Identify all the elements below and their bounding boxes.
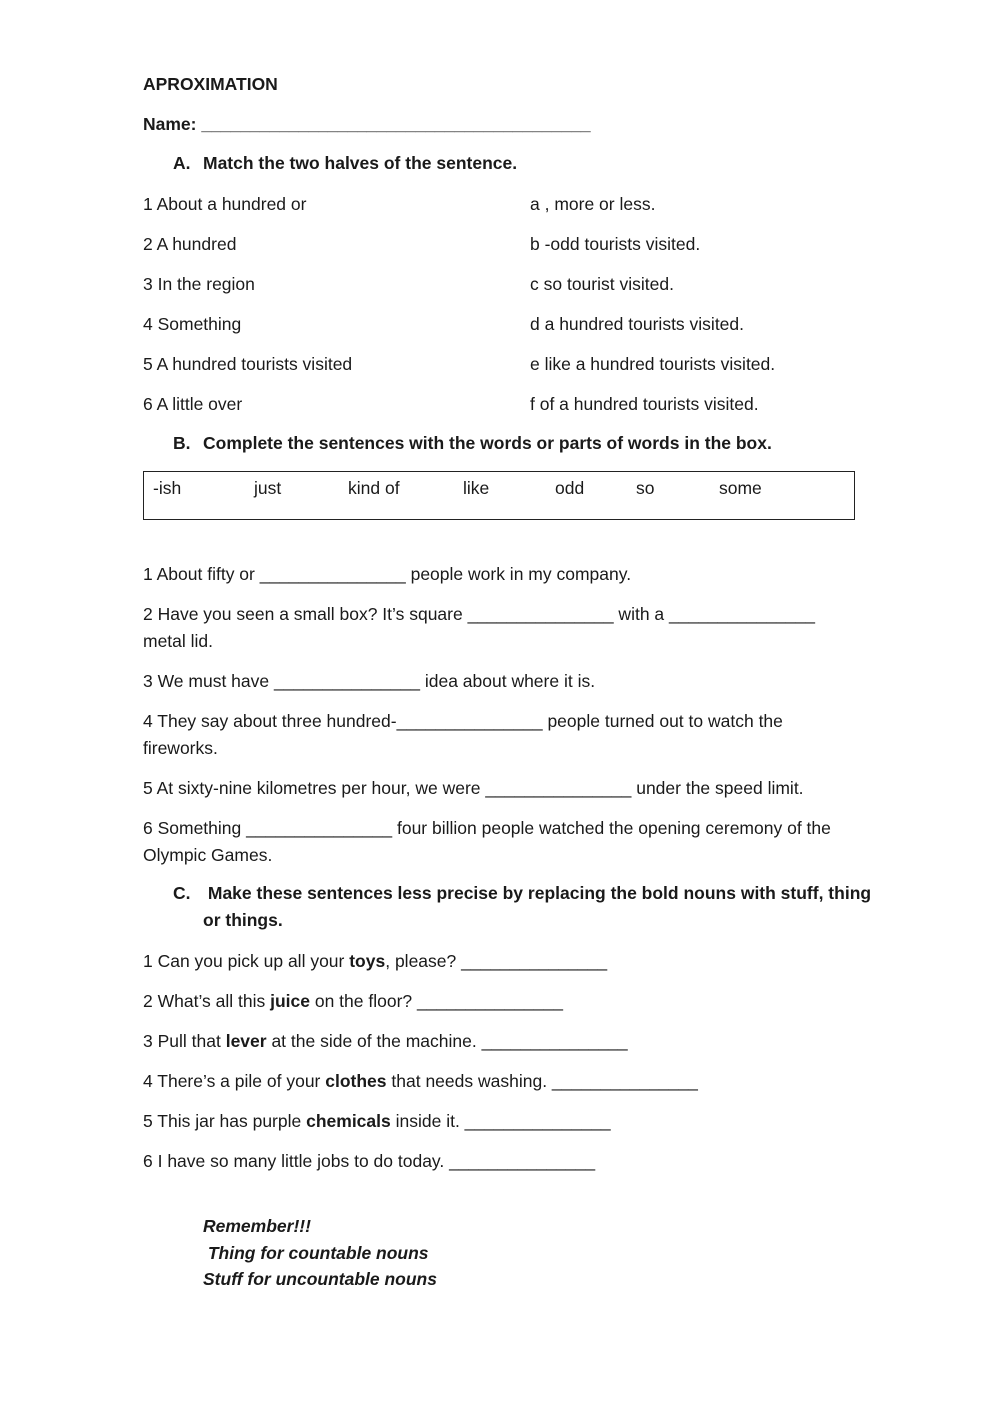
sentence-c-pre: 3 Pull that xyxy=(143,1031,226,1051)
sentence-c-pre: 2 What’s all this xyxy=(143,991,271,1011)
section-b-heading xyxy=(173,430,772,457)
sentence-c-post: on the floor? _______________ xyxy=(309,991,563,1011)
word-box-item: kind of xyxy=(348,478,400,498)
word-box-item: like xyxy=(463,478,490,498)
match-row xyxy=(143,191,853,217)
section-a-text: Match the two halves of the sentence. xyxy=(203,153,518,173)
word-box xyxy=(143,471,855,520)
sentence-c xyxy=(143,1148,595,1174)
word-box-item: odd xyxy=(555,478,585,498)
match-left: 4 Something xyxy=(143,314,242,334)
sentence-b: 2 Have you seen a small box? It’s square _______________ with a _______________ metal lid. xyxy=(143,604,815,651)
match-right: e like a hundred tourists visited. xyxy=(530,354,776,374)
sentence-c-pre: 4 There’s a pile of your xyxy=(143,1071,326,1091)
sentence-c-bold-noun: juice xyxy=(270,991,310,1011)
match-row xyxy=(143,231,853,257)
sentence-c xyxy=(143,1068,698,1094)
sentence-c xyxy=(143,988,563,1014)
section-a-heading xyxy=(173,150,517,177)
match-left: 2 A hundred xyxy=(143,234,237,254)
section-c-text: Make these sentences less precise by replacing the bold nouns with stuff, thing or things. xyxy=(203,883,872,930)
sentence-c-pre: 1 Can you pick up all your xyxy=(143,951,350,971)
match-right: b -odd tourists visited. xyxy=(530,234,701,254)
match-left: 6 A little over xyxy=(143,394,243,414)
word-box-item: some xyxy=(719,478,762,498)
name-line: Name: ________________________________________ xyxy=(143,114,591,134)
match-left: 3 In the region xyxy=(143,274,255,294)
remember-uncountable: Stuff for uncountable nouns xyxy=(203,1269,437,1289)
sentence-c-post: at the side of the machine. _______________ xyxy=(266,1031,628,1051)
section-b-letter: B. xyxy=(173,433,191,453)
match-row xyxy=(143,271,853,297)
match-right: d a hundred tourists visited. xyxy=(530,314,745,334)
word-box-item: so xyxy=(636,478,655,498)
sentence-b: 4 They say about three hundred-_______________ people turned out to watch the fireworks. xyxy=(143,711,783,758)
sentence-c xyxy=(143,1108,611,1134)
sentence-b: 5 At sixty-nine kilometres per hour, we were _______________ under the speed limit. xyxy=(143,778,804,798)
sentence-b: 6 Something _______________ four billion people watched the opening ceremony of the Olympic Games. xyxy=(143,818,831,865)
match-right: f of a hundred tourists visited. xyxy=(530,394,759,414)
sentence-c-post: that needs washing. _______________ xyxy=(386,1071,698,1091)
word-box-item: -ish xyxy=(153,478,182,498)
section-b-text: Complete the sentences with the words or parts of words in the box. xyxy=(203,433,772,453)
sentence-c-pre: 6 I have so many little jobs to do today. _______________ xyxy=(143,1151,596,1171)
worksheet-title: APROXIMATION xyxy=(143,74,278,94)
match-row xyxy=(143,351,853,377)
word-box-item: just xyxy=(254,478,282,498)
match-row xyxy=(143,391,853,417)
sentence-c-post: inside it. _______________ xyxy=(390,1111,611,1131)
section-a-letter: A. xyxy=(173,153,191,173)
match-row xyxy=(143,311,853,337)
sentence-b: 3 We must have _______________ idea about where it is. xyxy=(143,671,596,691)
sentence-c xyxy=(143,1028,628,1054)
match-left: 1 About a hundred or xyxy=(143,194,307,214)
match-right: c so tourist visited. xyxy=(530,274,674,294)
sentence-c-bold-noun: toys xyxy=(349,951,386,971)
remember-countable: Thing for countable nouns xyxy=(203,1243,429,1263)
match-left: 5 A hundred tourists visited xyxy=(143,354,353,374)
sentence-c-post: , please? _______________ xyxy=(385,951,608,971)
section-c-heading xyxy=(173,880,883,934)
sentence-b: 1 About fifty or _______________ people work in my company. xyxy=(143,564,632,584)
match-right: a , more or less. xyxy=(530,194,656,214)
sentence-c xyxy=(143,948,607,974)
sentence-c-bold-noun: lever xyxy=(225,1031,267,1051)
sentence-c-pre: 5 This jar has purple xyxy=(143,1111,307,1131)
sentence-c-bold-noun: clothes xyxy=(325,1071,387,1091)
sentence-c-bold-noun: chemicals xyxy=(306,1111,391,1131)
section-c-letter: C. xyxy=(173,883,191,903)
remember-heading: Remember!!! xyxy=(203,1216,311,1236)
